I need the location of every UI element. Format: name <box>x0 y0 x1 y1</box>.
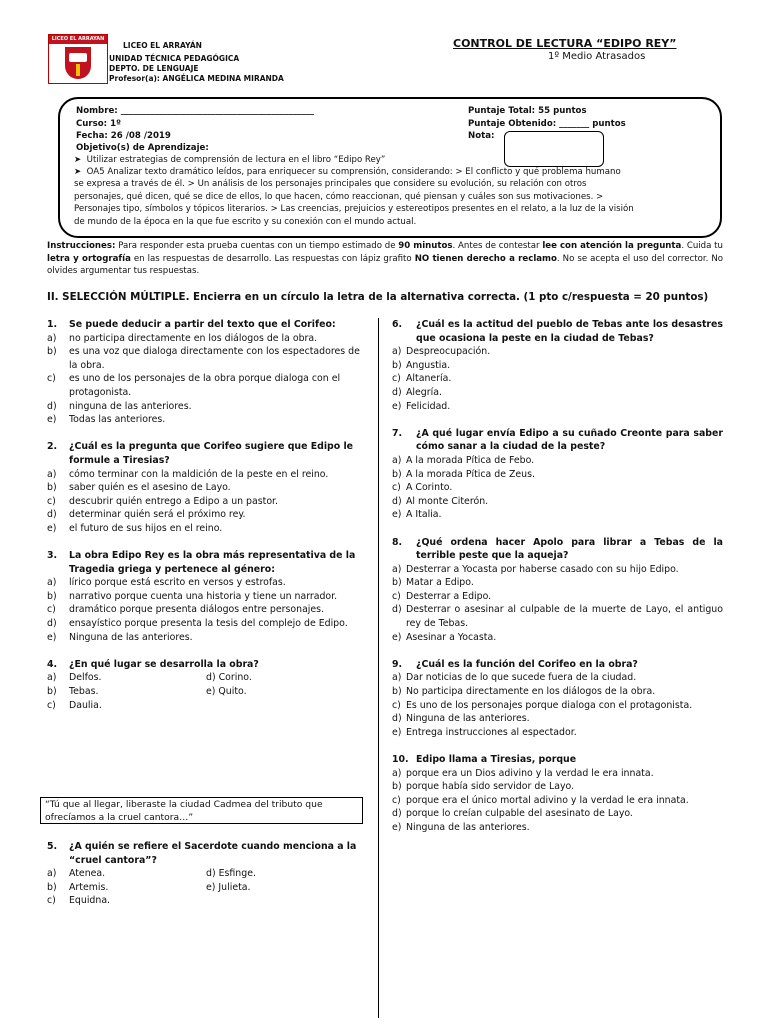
right-column <box>392 318 723 835</box>
objective-2 <box>74 166 724 228</box>
teacher-name: Profesor(a): ANGÉLICA MEDINA MIRANDA <box>109 74 284 83</box>
answer-option[interactable]: d) ninguna de las anteriores. <box>47 400 192 412</box>
answer-option[interactable]: a) Dar noticias de lo que sucede fuera de la ciudad. <box>392 672 637 684</box>
answer-option[interactable]: e) A Italia. <box>392 509 442 521</box>
column-divider <box>378 318 379 1018</box>
answer-option[interactable]: d) Alegría. <box>392 386 442 398</box>
answer-option[interactable]: c) A Corinto. <box>392 482 453 494</box>
question-number: 1. <box>47 319 58 330</box>
objectives-label: Objetivo(s) de Aprendizaje: <box>76 143 209 153</box>
objective-1 <box>74 154 385 166</box>
answer-option[interactable]: b) Tebas. <box>47 686 99 698</box>
answer-option[interactable]: d) Ninguna de las anteriores. <box>392 713 530 725</box>
question: 10. Edipo llama a Tiresias, porque <box>392 754 577 765</box>
dept-name: DEPTO. DE LENGUAJE <box>109 64 199 73</box>
logo-text: LICEO EL ARRAYAN <box>51 36 105 42</box>
school-name: LICEO EL ARRAYÁN <box>123 41 202 50</box>
answer-option[interactable]: d) Esfinge. <box>206 868 256 880</box>
time-limit: 90 minutos <box>398 241 453 251</box>
instructions-label: Instrucciones: <box>47 241 116 251</box>
answer-option[interactable]: c) porque era el único mortal adivino y la verdad le era innata. <box>392 794 689 806</box>
answer-option[interactable]: d) porque lo creían culpable del asesinato de Layo. <box>392 808 633 820</box>
question: 2. ¿Cuál es la pregunta que Corifeo sugiere que Edipo le formule a Tiresias? <box>47 441 354 466</box>
quote-box: “Tú que al llegar, liberaste la ciudad Cadmea del tributo que ofrecíamos a la cruel cantora…” <box>40 797 363 824</box>
answer-option[interactable]: b) No participa directamente en los diálogos de la obra. <box>392 686 656 698</box>
answer-option[interactable]: d) ensayístico porque presenta la tesis del complejo de Edipo. <box>47 618 348 630</box>
answer-option[interactable]: d) Al monte Citerón. <box>392 495 489 507</box>
section-title: II. SELECCIÓN MÚLTIPLE. Encierra en un círculo la letra de la alternativa correcta. (1 pto c/respuesta = 20 puntos) <box>47 291 709 303</box>
left-column <box>47 318 365 712</box>
objective-2-line: Personajes tipo, símbolos y tópicos literarios. > Las creencias, prejuicios y estereotipos presentes en el relato, a la luz de la visión <box>74 204 634 215</box>
answer-option[interactable]: a) no participa directamente en los diálogos de la obra. <box>47 332 318 344</box>
answer-option[interactable]: c) dramático porque presenta diálogos entre personajes. <box>47 604 325 616</box>
answer-option[interactable]: a) Desterrar a Yocasta por haberse casado con su hijo Edipo. <box>392 563 679 575</box>
answer-option[interactable]: d) Desterrar o asesinar al culpable de la muerte de Layo, el antiguo rey de Tebas. <box>392 604 723 630</box>
instructions-text: . No se acepta el uso del corrector. No olvides argumentar tus respuestas. <box>47 253 724 277</box>
answer-option[interactable]: a) Atenea. <box>47 868 106 880</box>
emphasis: lee con atención la pregunta <box>542 241 682 251</box>
answer-option[interactable]: b) es una voz que dialoga directamente con los espectadores de la obra. <box>47 346 360 371</box>
answer-option[interactable]: a) Delfos. <box>47 672 102 684</box>
date-field: Fecha: 26 /08 /2019 <box>76 131 171 141</box>
course-field: Curso: 1º <box>76 119 121 129</box>
answer-option[interactable]: e) Entrega instrucciones al espectador. <box>392 726 577 738</box>
left-column-q5 <box>47 840 365 908</box>
answer-option[interactable]: c) Daulia. <box>47 699 102 711</box>
arrow-bullet-icon: ➤ <box>74 155 82 165</box>
question: 9. ¿Cuál es la función del Corifeo en la obra? <box>392 658 638 670</box>
book-icon <box>69 53 87 62</box>
answer-option[interactable]: a) Despreocupación. <box>392 346 491 358</box>
answer-option[interactable]: b) A la morada Pítica de Zeus. <box>392 468 535 480</box>
answer-option[interactable]: b) Artemis. <box>47 881 109 893</box>
grade-label: Nota: <box>468 131 495 141</box>
question: 6. ¿Cuál es la actitud del pueblo de Tebas ante los desastres que ocasiona la peste en la ciudad de Tebas? <box>392 319 723 344</box>
name-field[interactable]: Nombre: _____________________________________________ <box>76 106 315 116</box>
grade-box[interactable] <box>504 131 604 167</box>
emphasis: letra y ortografía <box>47 253 131 264</box>
question-text: Se puede deducir a partir del texto que el Corifeo: <box>69 319 336 330</box>
answer-option[interactable]: c) Equidna. <box>47 895 111 907</box>
answer-option[interactable]: e) Ninguna de las anteriores. <box>47 631 193 643</box>
total-score: Puntaje Total: 55 puntos <box>468 106 587 116</box>
answer-option[interactable]: e) Asesinar a Yocasta. <box>392 631 497 643</box>
answer-option[interactable]: c) descubrir quién entrego a Edipo a un pastor. <box>47 495 279 507</box>
question: 4. ¿En qué lugar se desarrolla la obra? <box>47 658 259 670</box>
answer-option[interactable]: e) Julieta. <box>206 881 251 893</box>
answer-option[interactable]: a) porque era un Dios adivino y la verdad le era innata. <box>392 767 654 779</box>
objective-2-line: OA5 Analizar texto dramático leídos, para enriquecer su comprensión, considerando: > El conflicto y qué problema humano <box>86 167 621 177</box>
school-logo <box>48 34 108 84</box>
page-title: CONTROL DE LECTURA “EDIPO REY” <box>453 37 677 50</box>
answer-option[interactable]: b) narrativo porque cuenta una historia y tiene un narrador. <box>47 590 338 602</box>
question: 5. ¿A quién se refiere el Sacerdote cuando menciona a la “cruel cantora”? <box>47 841 357 866</box>
unit-name: UNIDAD TÉCNICA PEDAGÓGICA <box>109 54 240 63</box>
answer-option[interactable]: e) el futuro de sus hijos en el reino. <box>47 522 223 534</box>
question: 3. La obra Edipo Rey es la obra más representativa de la Tragedia griega y pertenece al género: <box>47 550 356 575</box>
objective-1-text: Utilizar estrategias de comprensión de lectura en el libro “Edipo Rey” <box>86 155 386 165</box>
question: 8. ¿Qué ordena hacer Apolo para librar a Tebas de la terrible peste que la aqueja? <box>392 536 723 562</box>
instructions-text: . Cuida tu <box>681 241 723 251</box>
answer-option[interactable]: c) Desterrar a Edipo. <box>392 590 492 602</box>
instructions-text: . Antes de contestar <box>452 241 543 251</box>
answer-option[interactable]: b) Angustia. <box>392 359 451 371</box>
objective-2-line: se expresa a través de él. > Un análisis de los personajes principales que considere su evolución, su relación con otros <box>74 179 587 190</box>
torch-icon <box>76 64 80 76</box>
shield-icon <box>65 47 91 79</box>
answer-option[interactable]: a) lírico porque está escrito en versos y estrofas. <box>47 577 286 589</box>
answer-option[interactable]: c) Altanería. <box>392 373 452 385</box>
answer-option[interactable]: b) saber quién es el asesino de Layo. <box>47 482 231 494</box>
answer-option[interactable]: b) porque había sido servidor de Layo. <box>392 781 575 793</box>
answer-option[interactable]: e) Ninguna de las anteriores. <box>392 821 530 833</box>
answer-option[interactable]: b) Matar a Edipo. <box>392 577 474 589</box>
answer-option[interactable]: d) Corino. <box>206 672 252 684</box>
answer-option[interactable]: e) Felicidad. <box>392 400 451 412</box>
instructions-text: Para responder esta prueba cuentas con un tiempo estimado de <box>115 241 399 251</box>
objective-2-line: personajes, qué dicen, qué se dice de ellos, lo que hacen, cómo reaccionan, qué piensan y cuáles son sus motivaciones. > <box>74 191 604 202</box>
objective-2-line: de mundo de la época en la que fue escrito y su conexión con el mundo actual. <box>74 216 417 227</box>
arrow-bullet-icon: ➤ <box>74 167 82 177</box>
instructions <box>47 240 723 278</box>
answer-option[interactable]: e) Todas las anteriores. <box>47 414 166 426</box>
instructions-text: en las respuestas de desarrollo. Las respuestas con lápiz grafito <box>130 253 415 264</box>
question <box>47 318 365 332</box>
answer-option[interactable]: e) Quito. <box>206 686 247 698</box>
obtained-score[interactable]: Puntaje Obtenido: _______ puntos <box>468 119 626 129</box>
answer-option[interactable]: d) determinar quién será el próximo rey. <box>47 509 246 521</box>
question: 7. ¿A qué lugar envía Edipo a su cuñado Creonte para saber cómo sanar a la ciudad de la peste? <box>392 427 723 453</box>
answer-option[interactable]: a) A la morada Pítica de Febo. <box>392 454 535 466</box>
answer-option[interactable]: a) cómo terminar con la maldición de la peste en el reino. <box>47 468 329 480</box>
course-level: 1º Medio Atrasados <box>548 51 646 62</box>
answer-option[interactable]: c) es uno de los personajes de la obra porque dialoga con el protagonista. <box>47 373 341 398</box>
answer-option[interactable]: c) Es uno de los personajes porque dialoga con el protagonista. <box>392 699 693 711</box>
emphasis: NO tienen derecho a reclamo <box>414 253 557 264</box>
